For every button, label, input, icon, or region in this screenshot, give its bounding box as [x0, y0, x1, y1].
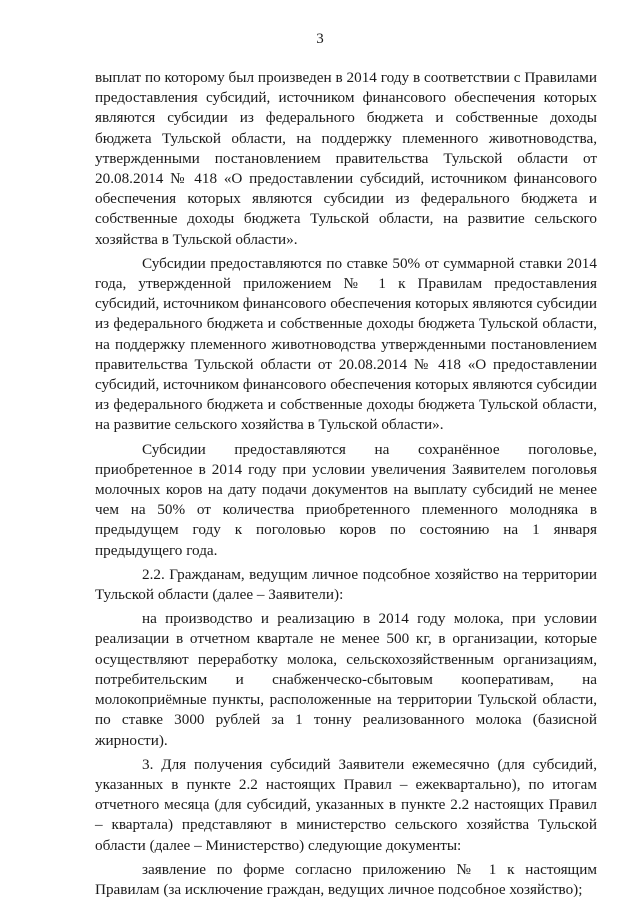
paragraph-2: Субсидии предоставляются по ставке 50% от суммарной ставки 2014 года, утвержденной приложением № 1 к Правилам предоставления субсидий, источником финансового обеспечения которых являются субсидии из федерального бюджета и собственные доходы бюджета Тульской области, на поддержку племенного животноводства утвержденными постановлением правительства Тульской области от 20.08.2014 № 418 «О предоставлении субсидий, источником финансового обеспечения которых являются субсидии из федерального бюджета и собственные доходы бюджета Тульской области, на развитие сельского хозяйства в Тульской области». [95, 254, 597, 434]
document-body [95, 68, 597, 900]
paragraph-4: 2.2. Гражданам, ведущим личное подсобное хозяйство на территории Тульской области (далее – Заявители): [95, 565, 597, 604]
paragraph-5: на производство и реализацию в 2014 году молока, при условии реализации в отчетном квартале не менее 500 кг, в организации, которые осуществляют переработку молока, сельскохозяйственным организациям, потребительским и снабженческо-сбытовым кооперативам, на молокоприёмные пункты, расположенные на территории Тульской области, по ставке 3000 рублей за 1 тонну реализованного молока (базисной жирности). [95, 610, 597, 749]
paragraph-7: заявление по форме согласно приложению № 1 к настоящим Правилам (за исключение граждан, ведущих личное подсобное хозяйство); [95, 860, 597, 898]
paragraph-1: выплат по которому был произведен в 2014 году в соответствии с Правилами предоставления субсидий, источником финансового обеспечения которых являются субсидии из федерального бюджета и собственные доходы бюджета Тульской области, на поддержку племенного животноводства, утвержденными постановлением правительства Тульской области от 20.08.2014 № 418 «О предоставлении субсидий, источником финансового обеспечения которых являются субсидии из федерального бюджета и собственные доходы бюджета Тульской области, на развитие сельского хозяйства в Тульской области». [95, 69, 597, 248]
paragraph-6: 3. Для получения субсидий Заявители ежемесячно (для субсидий, указанных в пункте 2.2 настоящих Правил – ежеквартально), по итогам отчетного месяца (для субсидий, указанных в пункте 2.2 настоящих Правил – квартала) представляют в министерство сельского хозяйства Тульской области (далее – Министерство) следующие документы: [95, 755, 597, 854]
page-number: 3 [316, 31, 324, 47]
paragraph-3: Субсидии предоставляются на сохранённое поголовье, приобретенное в 2014 году при условии увеличения Заявителем поголовья молочных коров на дату подачи документов на выплату субсидий не менее чем на 50% от количества приобретенного племенного молодняка в предыдущем году к поголовью коров по состоянию на 1 января предыдущего года. [95, 440, 597, 559]
